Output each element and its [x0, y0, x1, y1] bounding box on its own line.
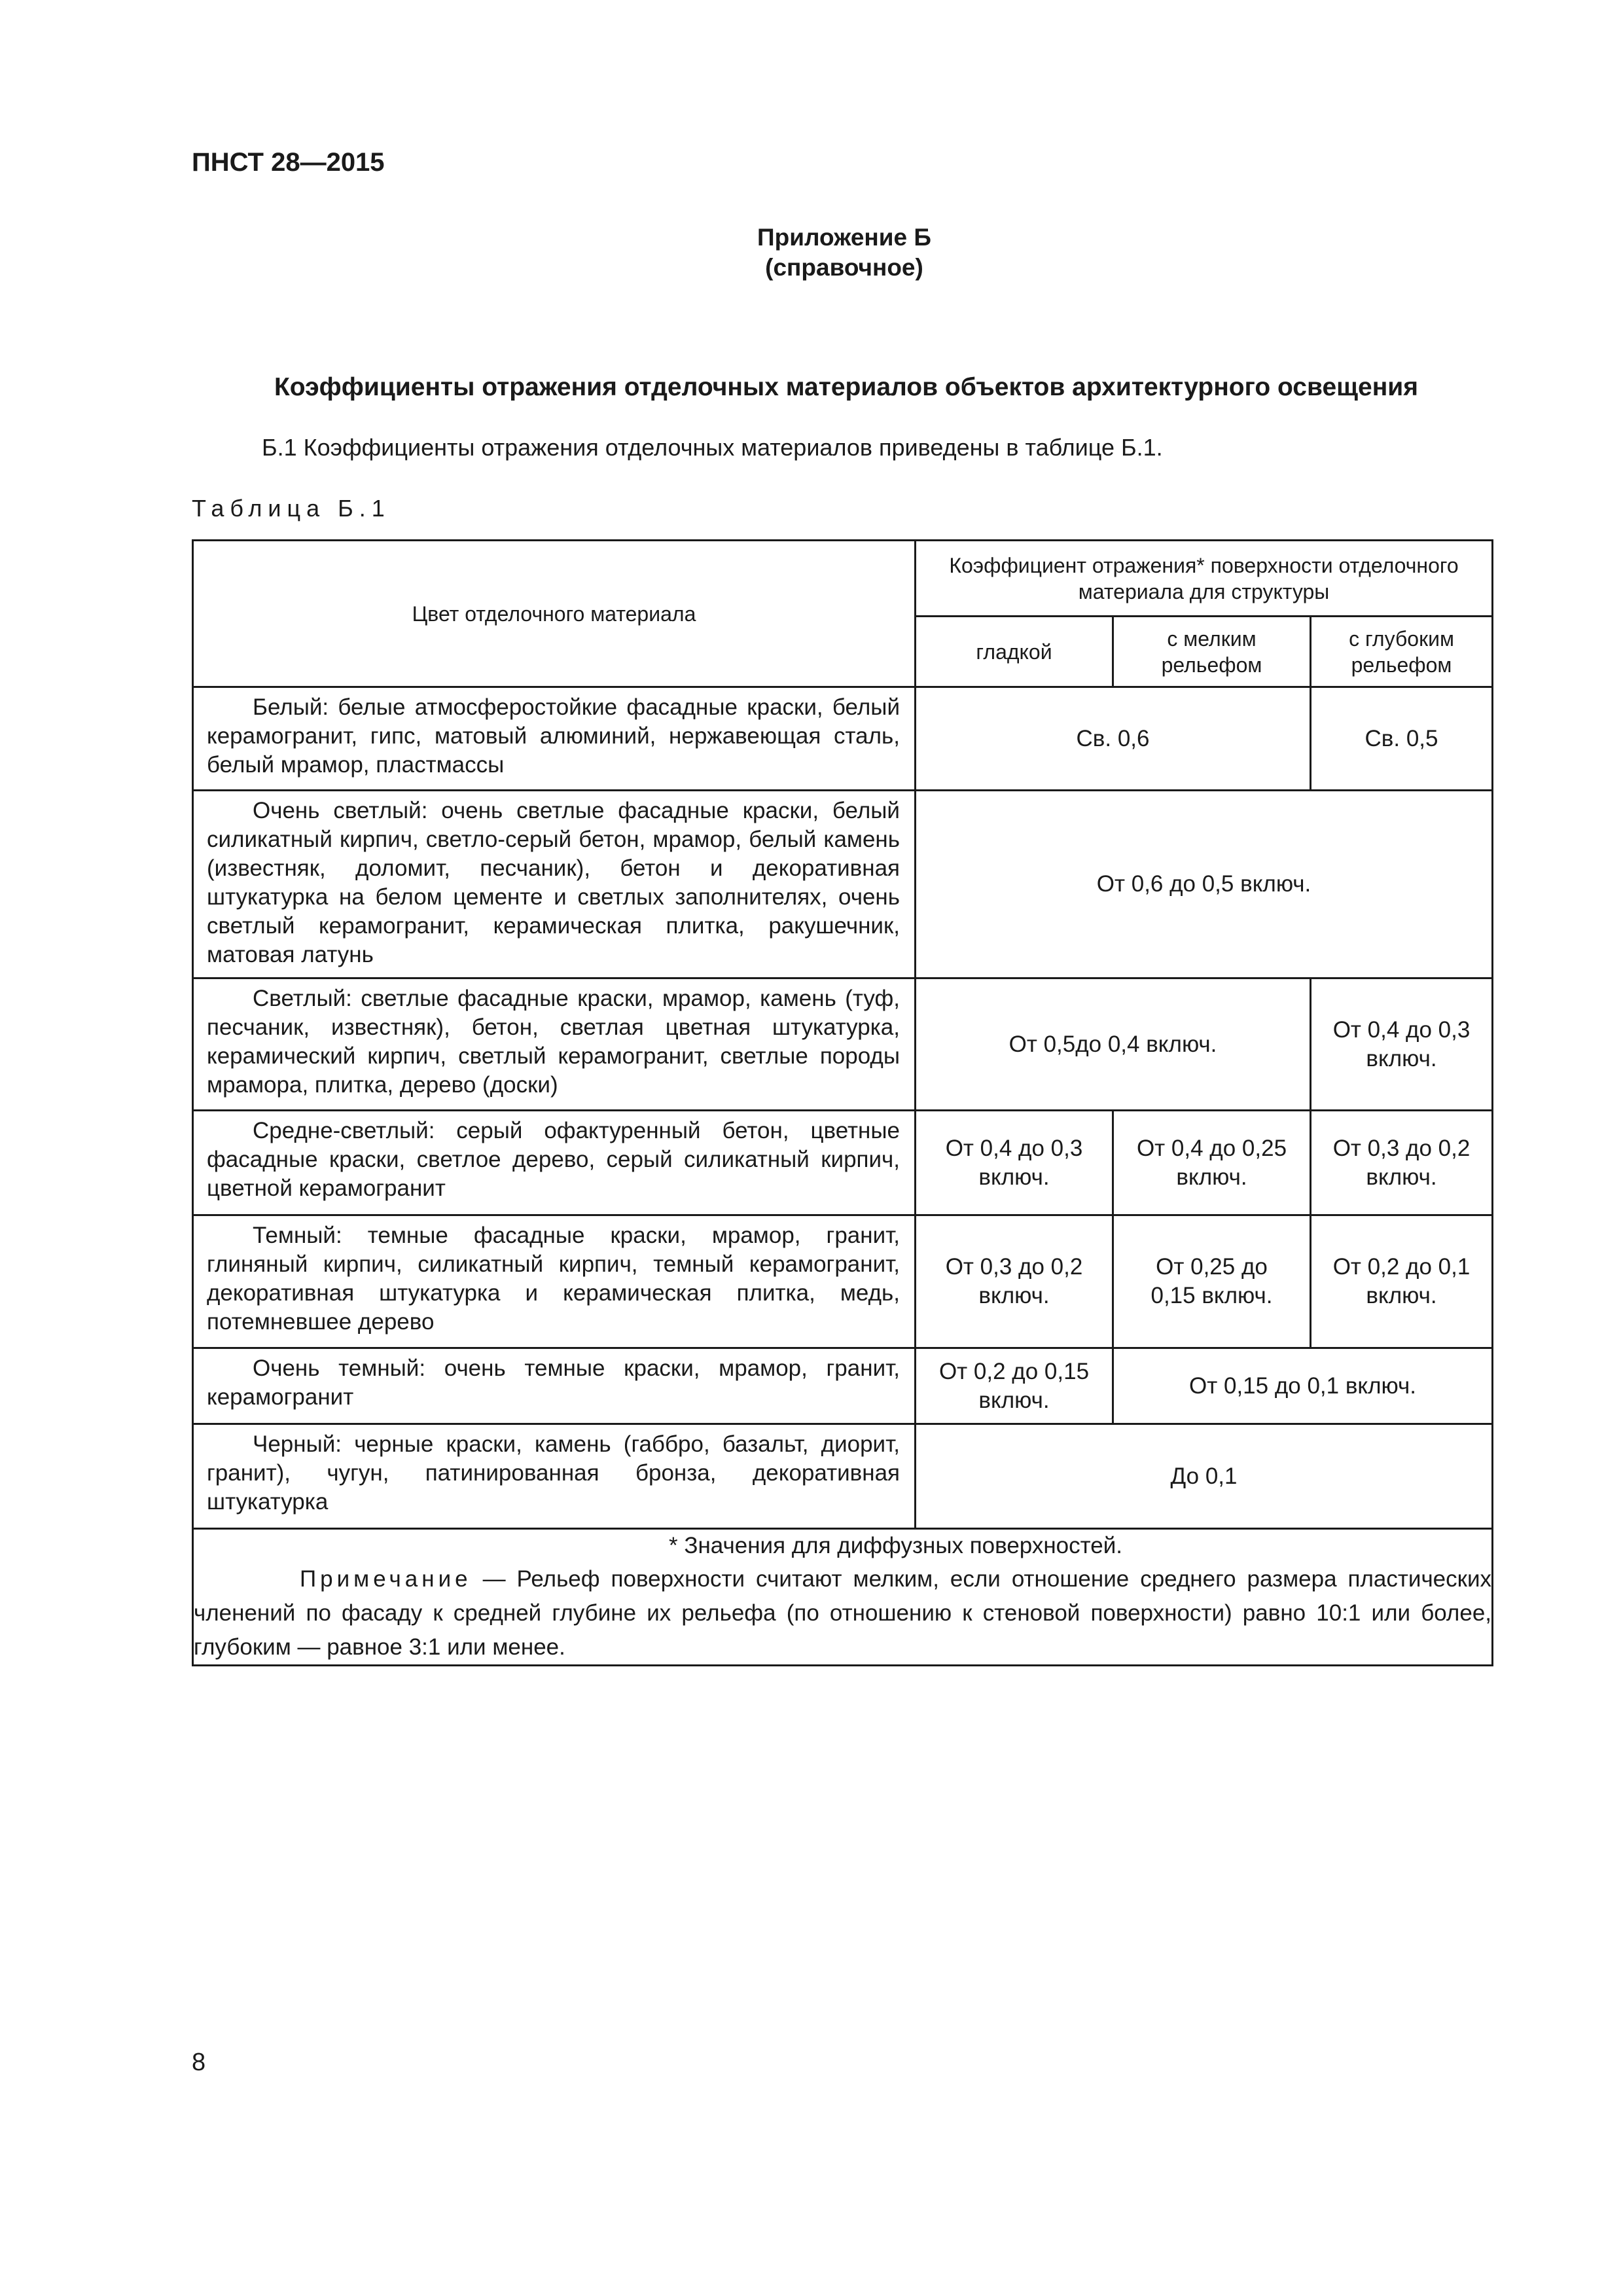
table-row — [193, 978, 1493, 1111]
appendix-subtitle: (справочное) — [765, 254, 923, 281]
reflection-coefficients-table — [192, 539, 1493, 1666]
note-label: Примечание — [300, 1566, 472, 1592]
note-text: — Рельеф поверхности считают мелким, если отношение среднего размера пластических членений по фасаду к средней глубине их рельефа (по отношению к стеновой поверхности) равно 10:1 или более, глубоким — равное 3:1 или менее. — [194, 1566, 1492, 1660]
material-cell: Черный: черные краски, камень (габбро, базальт, диорит, гранит), чугун, патинированная бронза, декоративная штукатурка — [193, 1424, 916, 1529]
appendix-heading — [0, 223, 1623, 283]
value-cell: От 0,15 до 0,1 включ. — [1113, 1348, 1493, 1424]
value-cell: От 0,4 до 0,3 включ. — [916, 1111, 1113, 1215]
table-row — [193, 791, 1493, 978]
table-note — [194, 1562, 1491, 1664]
header-color-column: Цвет отделочного материала — [193, 541, 916, 687]
table-row — [193, 1215, 1493, 1348]
value-cell: От 0,5до 0,4 включ. — [916, 978, 1311, 1111]
value-cell: От 0,3 до 0,2 включ. — [916, 1215, 1113, 1348]
header-coefficient-group: Коэффициент отражения* поверхности отделочного материала для структуры — [916, 541, 1493, 617]
table-footnote: * Значения для диффузных поверхностей. — [668, 1533, 1123, 1558]
table-notes-cell — [193, 1529, 1493, 1666]
value-cell: До 0,1 — [916, 1424, 1493, 1529]
table-row — [193, 1424, 1493, 1529]
value-cell: Св. 0,6 — [916, 687, 1311, 791]
material-cell: Темный: темные фасадные краски, мрамор, гранит, глиняный кирпич, силикатный кирпич, темный керамогранит, декоративная штукатурка и керамическая плитка, медь, потемневшее дерево — [193, 1215, 916, 1348]
table-row — [193, 1111, 1493, 1215]
value-cell: От 0,3 до 0,2 включ. — [1311, 1111, 1493, 1215]
value-cell: От 0,2 до 0,1 включ. — [1311, 1215, 1493, 1348]
header-smooth: гладкой — [916, 617, 1113, 687]
material-cell: Очень светлый: очень светлые фасадные краски, белый силикатный кирпич, светло-серый бетон, мрамор, белый камень (известняк, доломит, песчаник), бетон и декоративная штукатурка на белом цементе и светлых заполнителях, очень светлый керамогранит, керамическая плитка, ракушечник, матовая латунь — [193, 791, 916, 978]
section-title: Коэффициенты отражения отделочных материалов объектов архитектурного освещения — [274, 373, 1419, 401]
material-cell: Очень темный: очень темные краски, мрамор, гранит, керамогранит — [193, 1348, 916, 1424]
value-cell: От 0,6 до 0,5 включ. — [916, 791, 1493, 978]
value-cell: От 0,25 до 0,15 включ. — [1113, 1215, 1311, 1348]
table-row — [193, 1348, 1493, 1424]
appendix-title: Приложение Б — [757, 224, 931, 251]
table-notes-row — [193, 1529, 1493, 1666]
table-row — [193, 687, 1493, 791]
material-cell: Белый: белые атмосферостойкие фасадные краски, белый керамогранит, гипс, матовый алюминий, нержавеющая сталь, белый мрамор, пластмассы — [193, 687, 916, 791]
document-code: ПНСТ 28—2015 — [192, 148, 385, 177]
table-caption: Таблица Б.1 — [192, 495, 391, 522]
value-cell: Св. 0,5 — [1311, 687, 1493, 791]
intro-paragraph: Б.1 Коэффициенты отражения отделочных материалов приведены в таблице Б.1. — [262, 434, 1163, 461]
header-deep-relief: с глубоким рельефом — [1311, 617, 1493, 687]
material-cell: Средне-светлый: серый офактуренный бетон, цветные фасадные краски, светлое дерево, серый силикатный кирпич, цветной керамогранит — [193, 1111, 916, 1215]
page-number: 8 — [192, 2049, 206, 2076]
header-fine-relief: с мелким рельефом — [1113, 617, 1311, 687]
value-cell: От 0,4 до 0,25 включ. — [1113, 1111, 1311, 1215]
material-cell: Светлый: светлые фасадные краски, мрамор, камень (туф, песчаник, известняк), бетон, светлая цветная штукатурка, керамический кирпич, светлый керамогранит, светлые породы мрамора, плитка, дерево (доски) — [193, 978, 916, 1111]
value-cell: От 0,2 до 0,15 включ. — [916, 1348, 1113, 1424]
value-cell: От 0,4 до 0,3 включ. — [1311, 978, 1493, 1111]
